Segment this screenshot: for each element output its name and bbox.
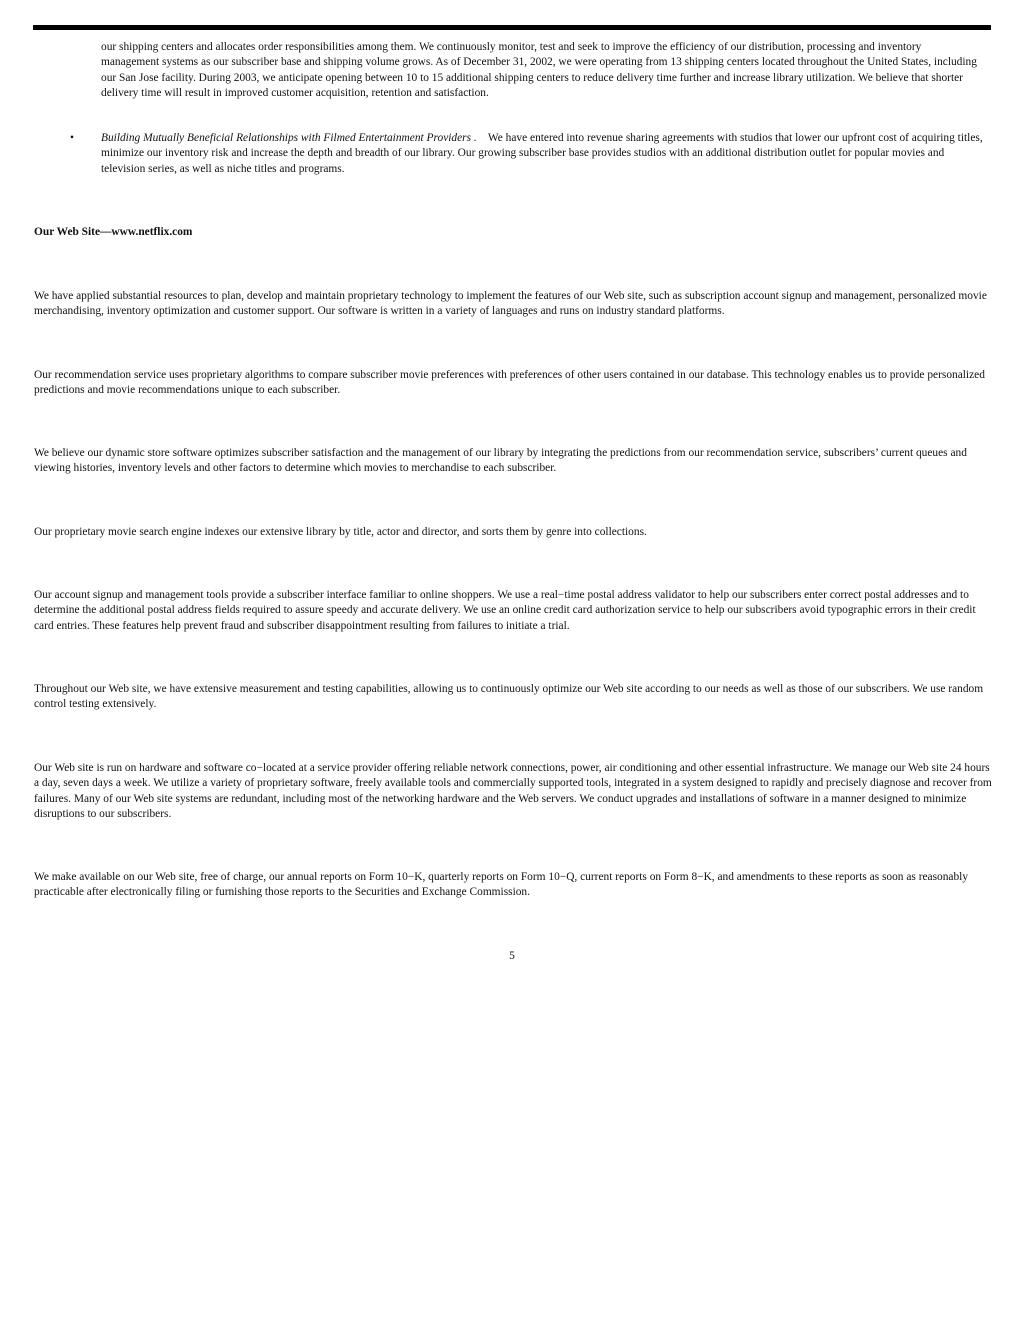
paragraph-account-signup: Our account signup and management tools provide a subscriber interface familiar to online shoppers. We use a real−time postal address validator to help our subscribers enter correct postal addresses and to determine the additional postal address fields required to assure speedy and accurate delivery. We use an online credit card authorization service to help our subscribers avoid typographic errors in their credit card entries. These features help prevent fraud and subscriber disappointment resulting from failures to initiate a trial. — [34, 589, 976, 632]
page-number: 5 — [509, 950, 515, 962]
paragraph-testing: Throughout our Web site, we have extensive measurement and testing capabilities, allowing us to continuously optimize our Web site according to our needs as well as those of our subscribers. We use random control testing extensively. — [34, 683, 984, 711]
continuation-paragraph: our shipping centers and allocates order responsibilities among them. We continuously monitor, test and seek to improve the efficiency of our distribution, processing and inventory management systems as our subscriber base and shipping volume grows. As of December 31, 2002, we were operating from 13 shipping centers located throughout the United States, including our San Jose facility. During 2003, we anticipate opening between 10 to 15 additional shipping centers to reduce delivery time further and increase library utilization. We believe that shorter delivery time will result in improved customer acquisition, retention and satisfaction. — [101, 41, 977, 100]
top-rule — [33, 25, 991, 30]
paragraph-sec-filings: We make available on our Web site, free of charge, our annual reports on Form 10−K, quarterly reports on Form 10−Q, current reports on Form 8−K, and amendments to these reports as soon as reasonably practicable after electronically filing or furnishing those reports to the Securities and Exchange Commission. — [34, 871, 969, 899]
paragraph-technology: We have applied substantial resources to plan, develop and maintain proprietary technology to implement the features of our Web site, such as subscription account signup and management, personalized movie merchandising, inventory optimization and customer support. Our software is written in a variety of languages and runs on industry standard platforms. — [34, 290, 987, 318]
paragraph-search-engine: Our proprietary movie search engine indexes our extensive library by title, actor and director, and sorts them by genre into collections. — [34, 526, 647, 538]
paragraph-hosting: Our Web site is run on hardware and software co−located at a service provider offering reliable network connections, power, air conditioning and other essential infrastructure. We manage our Web site 24 hours a day, seven days a week. We utilize a variety of proprietary software, freely available tools and commercially supported tools, integrated in a system designed to rapidly and precisely diagnose and recover from failures. Many of our Web site systems are redundant, including most of the networking hardware and the Web servers. We conduct upgrades and installations of software in a manner designed to minimize disruptions to our subscribers. — [34, 762, 992, 821]
section-heading: Our Web Site—www.netflix.com — [34, 226, 193, 238]
bullet-title: Building Mutually Beneficial Relationships with Filmed Entertainment Providers . — [101, 132, 477, 144]
paragraph-dynamic-store: We believe our dynamic store software optimizes subscriber satisfaction and the management of our library by integrating the predictions from our recommendation service, subscribers’ current queues and viewing histories, inventory levels and other factors to determine which movies to merchandise to each subscriber. — [34, 447, 967, 475]
paragraph-recommendation: Our recommendation service uses proprietary algorithms to compare subscriber movie preferences with preferences of other users contained in our database. This technology enables us to provide personalized predictions and movie recommendations unique to each subscriber. — [34, 369, 985, 397]
bullet-text: We have entered into revenue sharing agreements with studios that lower our upfront cost of acquiring titles, minimize our inventory risk and increase the depth and breadth of our library. Our growing subscriber base provides studios with an additional distribution outlet for popular movies and television series, as well as niche titles and programs. — [101, 132, 983, 175]
bullet-symbol: • — [70, 132, 74, 144]
bullet-paragraph — [101, 131, 986, 177]
